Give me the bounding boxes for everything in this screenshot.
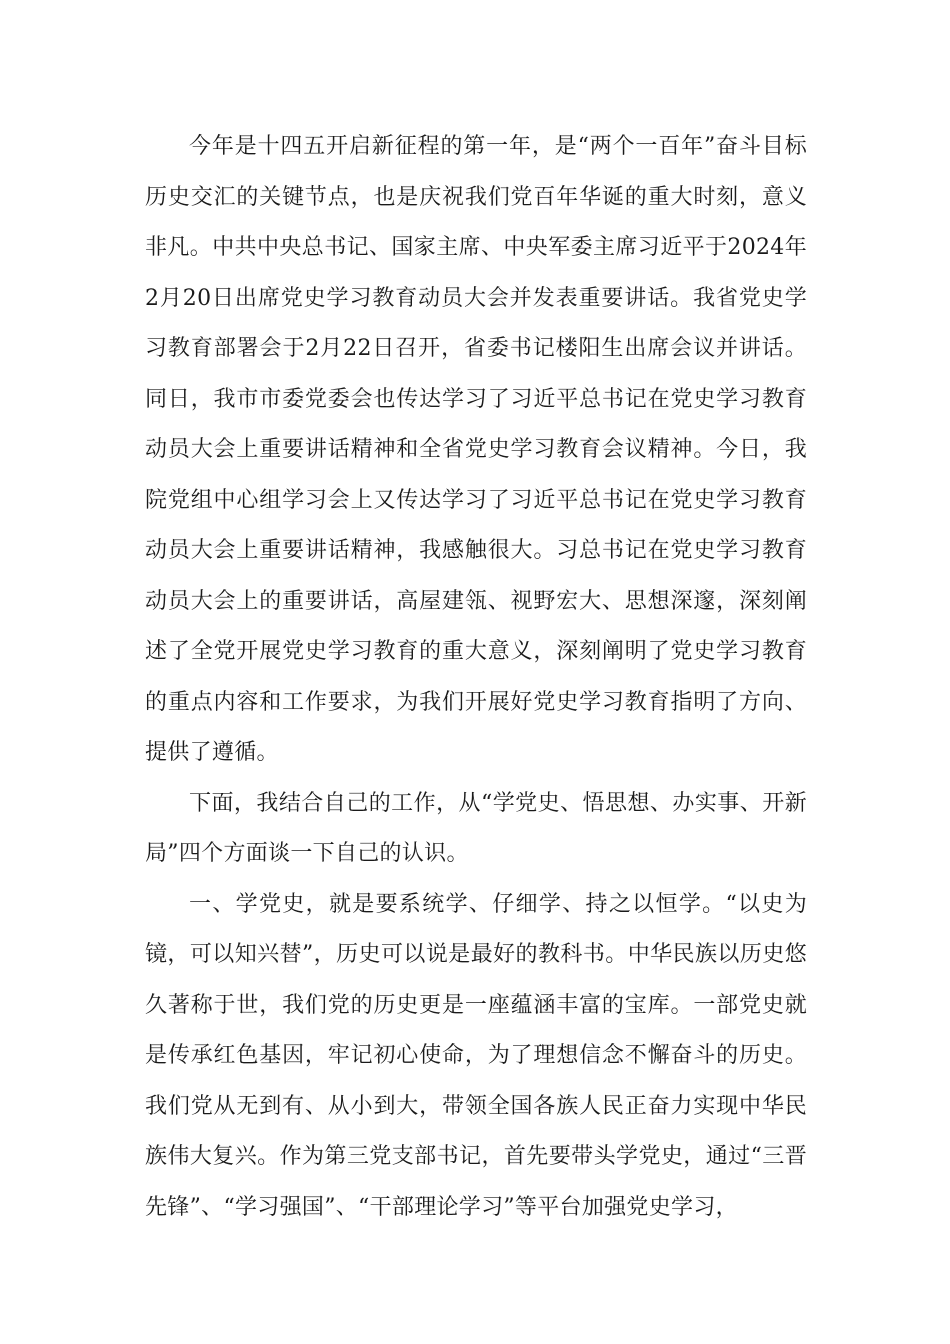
document-page: [145, 122, 807, 1233]
paragraph-intro: 今年是十四五开启新征程的第一年，是“两个一百年”奋斗目标历史交汇的关键节点，也是庆祝我们党百年华诞的重大时刻，意义非凡。中共中央总书记、国家主席、中央军委主席习近平于2024年2月20日出席党史学习教育动员大会并发表重要讲话。我省党史学习教育部署会于2月22日召开，省委书记楼阳生出席会议并讲话。同日，我市市委党委会也传达学习了习近平总书记在党史学习教育动员大会上重要讲话精神和全省党史学习教育会议精神。今日，我院党组中心组学习会上又传达学习了习近平总书记在党史学习教育动员大会上重要讲话精神，我感触很大。习总书记在党史学习教育动员大会上的重要讲话，高屋建瓴、视野宏大、思想深邃，深刻阐述了全党开展党史学习教育的重大意义，深刻阐明了党史学习教育的重点内容和工作要求，为我们开展好党史学习教育指明了方向、提供了遵循。: [145, 134, 807, 765]
paragraph-outline: 下面，我结合自己的工作，从“学党史、悟思想、办实事、开新局”四个方面谈一下自己的认识。: [145, 790, 807, 866]
paragraph-section-one: 一、学党史，就是要系统学、仔细学、持之以恒学。“以史为镜，可以知兴替”，历史可以说是最好的教科书。中华民族以历史悠久著称于世，我们党的历史更是一座蕴涵丰富的宝库。一部党史就是传承红色基因，牢记初心使命，为了理想信念不懈奋斗的历史。我们党从无到有、从小到大，带领全国各族人民正奋力实现中华民族伟大复兴。作为第三党支部书记，首先要带头学党史，通过“三晋先锋”、“学习强国”、“干部理论学习”等平台加强党史学习，: [145, 891, 807, 1220]
